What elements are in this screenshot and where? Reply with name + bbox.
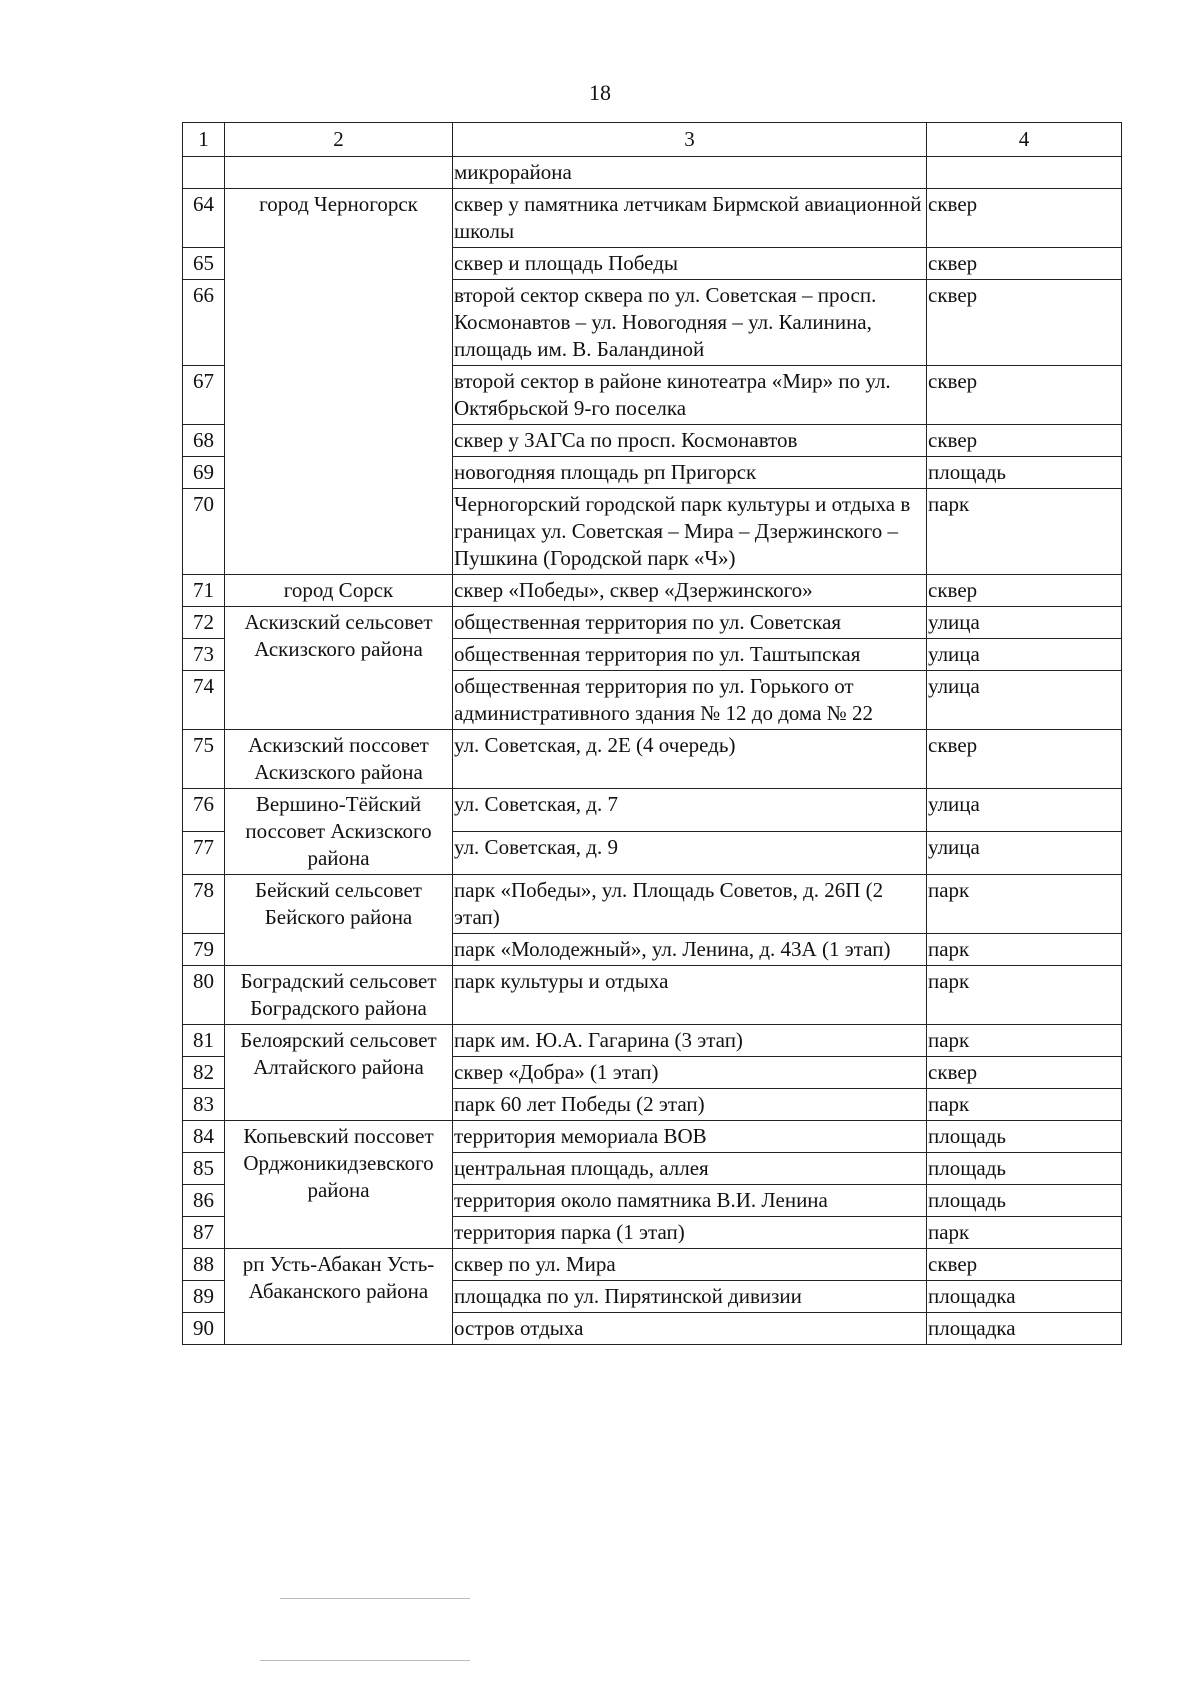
territory-name-cell: ул. Советская, д. 2Е (4 очередь) [453,730,927,789]
territory-name-cell: парк «Молодежный», ул. Ленина, д. 43А (1 этап) [453,934,927,966]
territory-type-cell: парк [927,1025,1122,1057]
row-number-cell: 78 [183,875,225,934]
territory-type-cell: сквер [927,248,1122,280]
table-row [183,1025,1122,1057]
row-number-cell: 66 [183,280,225,366]
table-body [183,157,1122,1345]
territory-name-cell: центральная площадь, аллея [453,1153,927,1185]
territory-type-cell: улица [927,832,1122,875]
municipality-cell: город Сорск [225,575,453,607]
table-row [183,1249,1122,1281]
territory-name-cell: площадка по ул. Пирятинской дивизии [453,1281,927,1313]
continuation-row [183,157,1122,189]
territory-type-cell: улица [927,671,1122,730]
territory-type-cell: сквер [927,1057,1122,1089]
row-number-cell: 84 [183,1121,225,1153]
territory-type-cell: парк [927,1089,1122,1121]
municipality-cell: Боградский сельсовет Боградского района [225,966,453,1025]
territory-type-cell: сквер [927,575,1122,607]
territory-name-cell: второй сектор сквера по ул. Советская – просп. Космонавтов – ул. Новогодняя – ул. Калинина, площадь им. В. Баландиной [453,280,927,366]
territory-name-cell: второй сектор в районе кинотеатра «Мир» по ул. Октябрьской 9-го поселка [453,366,927,425]
territory-name-cell: территория мемориала ВОВ [453,1121,927,1153]
municipality-cell: город Черногорск [225,189,453,575]
row-number-cell: 89 [183,1281,225,1313]
territory-name-cell: ул. Советская, д. 9 [453,832,927,875]
scan-artifact [260,1660,470,1661]
municipality-cell: Аскизский сельсовет Аскизского района [225,607,453,730]
row-number-cell: 69 [183,457,225,489]
header-col-3: 3 [453,123,927,157]
table-row [183,875,1122,934]
municipality-cell: Белоярский сельсовет Алтайского района [225,1025,453,1121]
municipality-cell: Аскизский поссовет Аскизского района [225,730,453,789]
row-number-cell: 90 [183,1313,225,1345]
table-row [183,607,1122,639]
page-number: 18 [589,80,611,105]
territory-type-cell: площадь [927,457,1122,489]
header-col-4: 4 [927,123,1122,157]
territory-name-cell: общественная территория по ул. Таштыпская [453,639,927,671]
table-row [183,966,1122,1025]
row-number-cell: 64 [183,189,225,248]
territory-type-cell: площадка [927,1281,1122,1313]
municipality-cell: Копьевский поссовет Орджоникидзевского района [225,1121,453,1249]
municipality-cell: Вершино-Тёйский поссовет Аскизского района [225,789,453,875]
row-number-cell: 79 [183,934,225,966]
territory-type-cell: улица [927,789,1122,832]
row-number-cell: 77 [183,832,225,875]
row-number-cell: 83 [183,1089,225,1121]
territory-name-cell: парк 60 лет Победы (2 этап) [453,1089,927,1121]
territory-name-cell: парк «Победы», ул. Площадь Советов, д. 26П (2 этап) [453,875,927,934]
table-row [183,1121,1122,1153]
territory-name-cell: сквер у памятника летчикам Бирмской авиационной школы [453,189,927,248]
territory-type-cell: площадь [927,1185,1122,1217]
territory-name-cell: сквер и площадь Победы [453,248,927,280]
row-number-cell: 67 [183,366,225,425]
row-number-cell: 76 [183,789,225,832]
territory-type-cell [927,157,1122,189]
territory-type-cell: площадь [927,1121,1122,1153]
municipality-cell [225,157,453,189]
row-number-cell: 82 [183,1057,225,1089]
row-number-cell: 73 [183,639,225,671]
territory-name-cell: парк культуры и отдыха [453,966,927,1025]
territory-name-cell: Черногорский городской парк культуры и отдыха в границах ул. Советская – Мира – Дзержинского – Пушкина (Городской парк «Ч») [453,489,927,575]
territory-name-cell: территория парка (1 этап) [453,1217,927,1249]
territory-type-cell: сквер [927,366,1122,425]
table-row [183,730,1122,789]
table-row [183,189,1122,248]
territories-table [182,122,1122,1345]
territory-type-cell: парк [927,489,1122,575]
row-number-cell: 87 [183,1217,225,1249]
row-number-cell: 81 [183,1025,225,1057]
territory-type-cell: парк [927,875,1122,934]
territory-name-cell: остров отдыха [453,1313,927,1345]
row-number-cell: 74 [183,671,225,730]
row-number-cell: 88 [183,1249,225,1281]
territory-name-cell: общественная территория по ул. Советская [453,607,927,639]
municipality-cell: Бейский сельсовет Бейского района [225,875,453,966]
territory-type-cell: сквер [927,1249,1122,1281]
territory-type-cell: улица [927,639,1122,671]
territory-type-cell: сквер [927,730,1122,789]
row-number-cell: 70 [183,489,225,575]
row-number-cell: 71 [183,575,225,607]
municipality-cell: рп Усть-Абакан Усть-Абаканского района [225,1249,453,1345]
row-number-cell: 80 [183,966,225,1025]
territory-type-cell: площадка [927,1313,1122,1345]
row-number-cell: 75 [183,730,225,789]
row-number-cell: 65 [183,248,225,280]
scan-artifact [280,1598,470,1599]
territory-type-cell: сквер [927,280,1122,366]
territory-name-cell: территория около памятника В.И. Ленина [453,1185,927,1217]
territory-type-cell: парк [927,1217,1122,1249]
row-number-cell: 72 [183,607,225,639]
row-number-cell: 85 [183,1153,225,1185]
territory-name-cell: общественная территория по ул. Горького от административного здания № 12 до дома № 22 [453,671,927,730]
table-row [183,575,1122,607]
territory-name-cell: ул. Советская, д. 7 [453,789,927,832]
header-col-1: 1 [183,123,225,157]
header-row [183,123,1122,157]
territory-type-cell: сквер [927,425,1122,457]
territory-type-cell: площадь [927,1153,1122,1185]
territory-type-cell: парк [927,966,1122,1025]
row-number-cell: 86 [183,1185,225,1217]
header-col-2: 2 [225,123,453,157]
territory-name-cell: новогодняя площадь рп Пригорск [453,457,927,489]
territory-type-cell: сквер [927,189,1122,248]
territory-name-cell: сквер у ЗАГСа по просп. Космонавтов [453,425,927,457]
territory-name-cell: сквер «Добра» (1 этап) [453,1057,927,1089]
row-number-cell [183,157,225,189]
territory-name-cell: сквер «Победы», сквер «Дзержинского» [453,575,927,607]
row-number-cell: 68 [183,425,225,457]
territory-type-cell: улица [927,607,1122,639]
territory-type-cell: парк [927,934,1122,966]
table-row [183,789,1122,832]
territory-name-cell: сквер по ул. Мира [453,1249,927,1281]
territory-name-cell: парк им. Ю.А. Гагарина (3 этап) [453,1025,927,1057]
territory-name-cell: микрорайона [453,157,927,189]
